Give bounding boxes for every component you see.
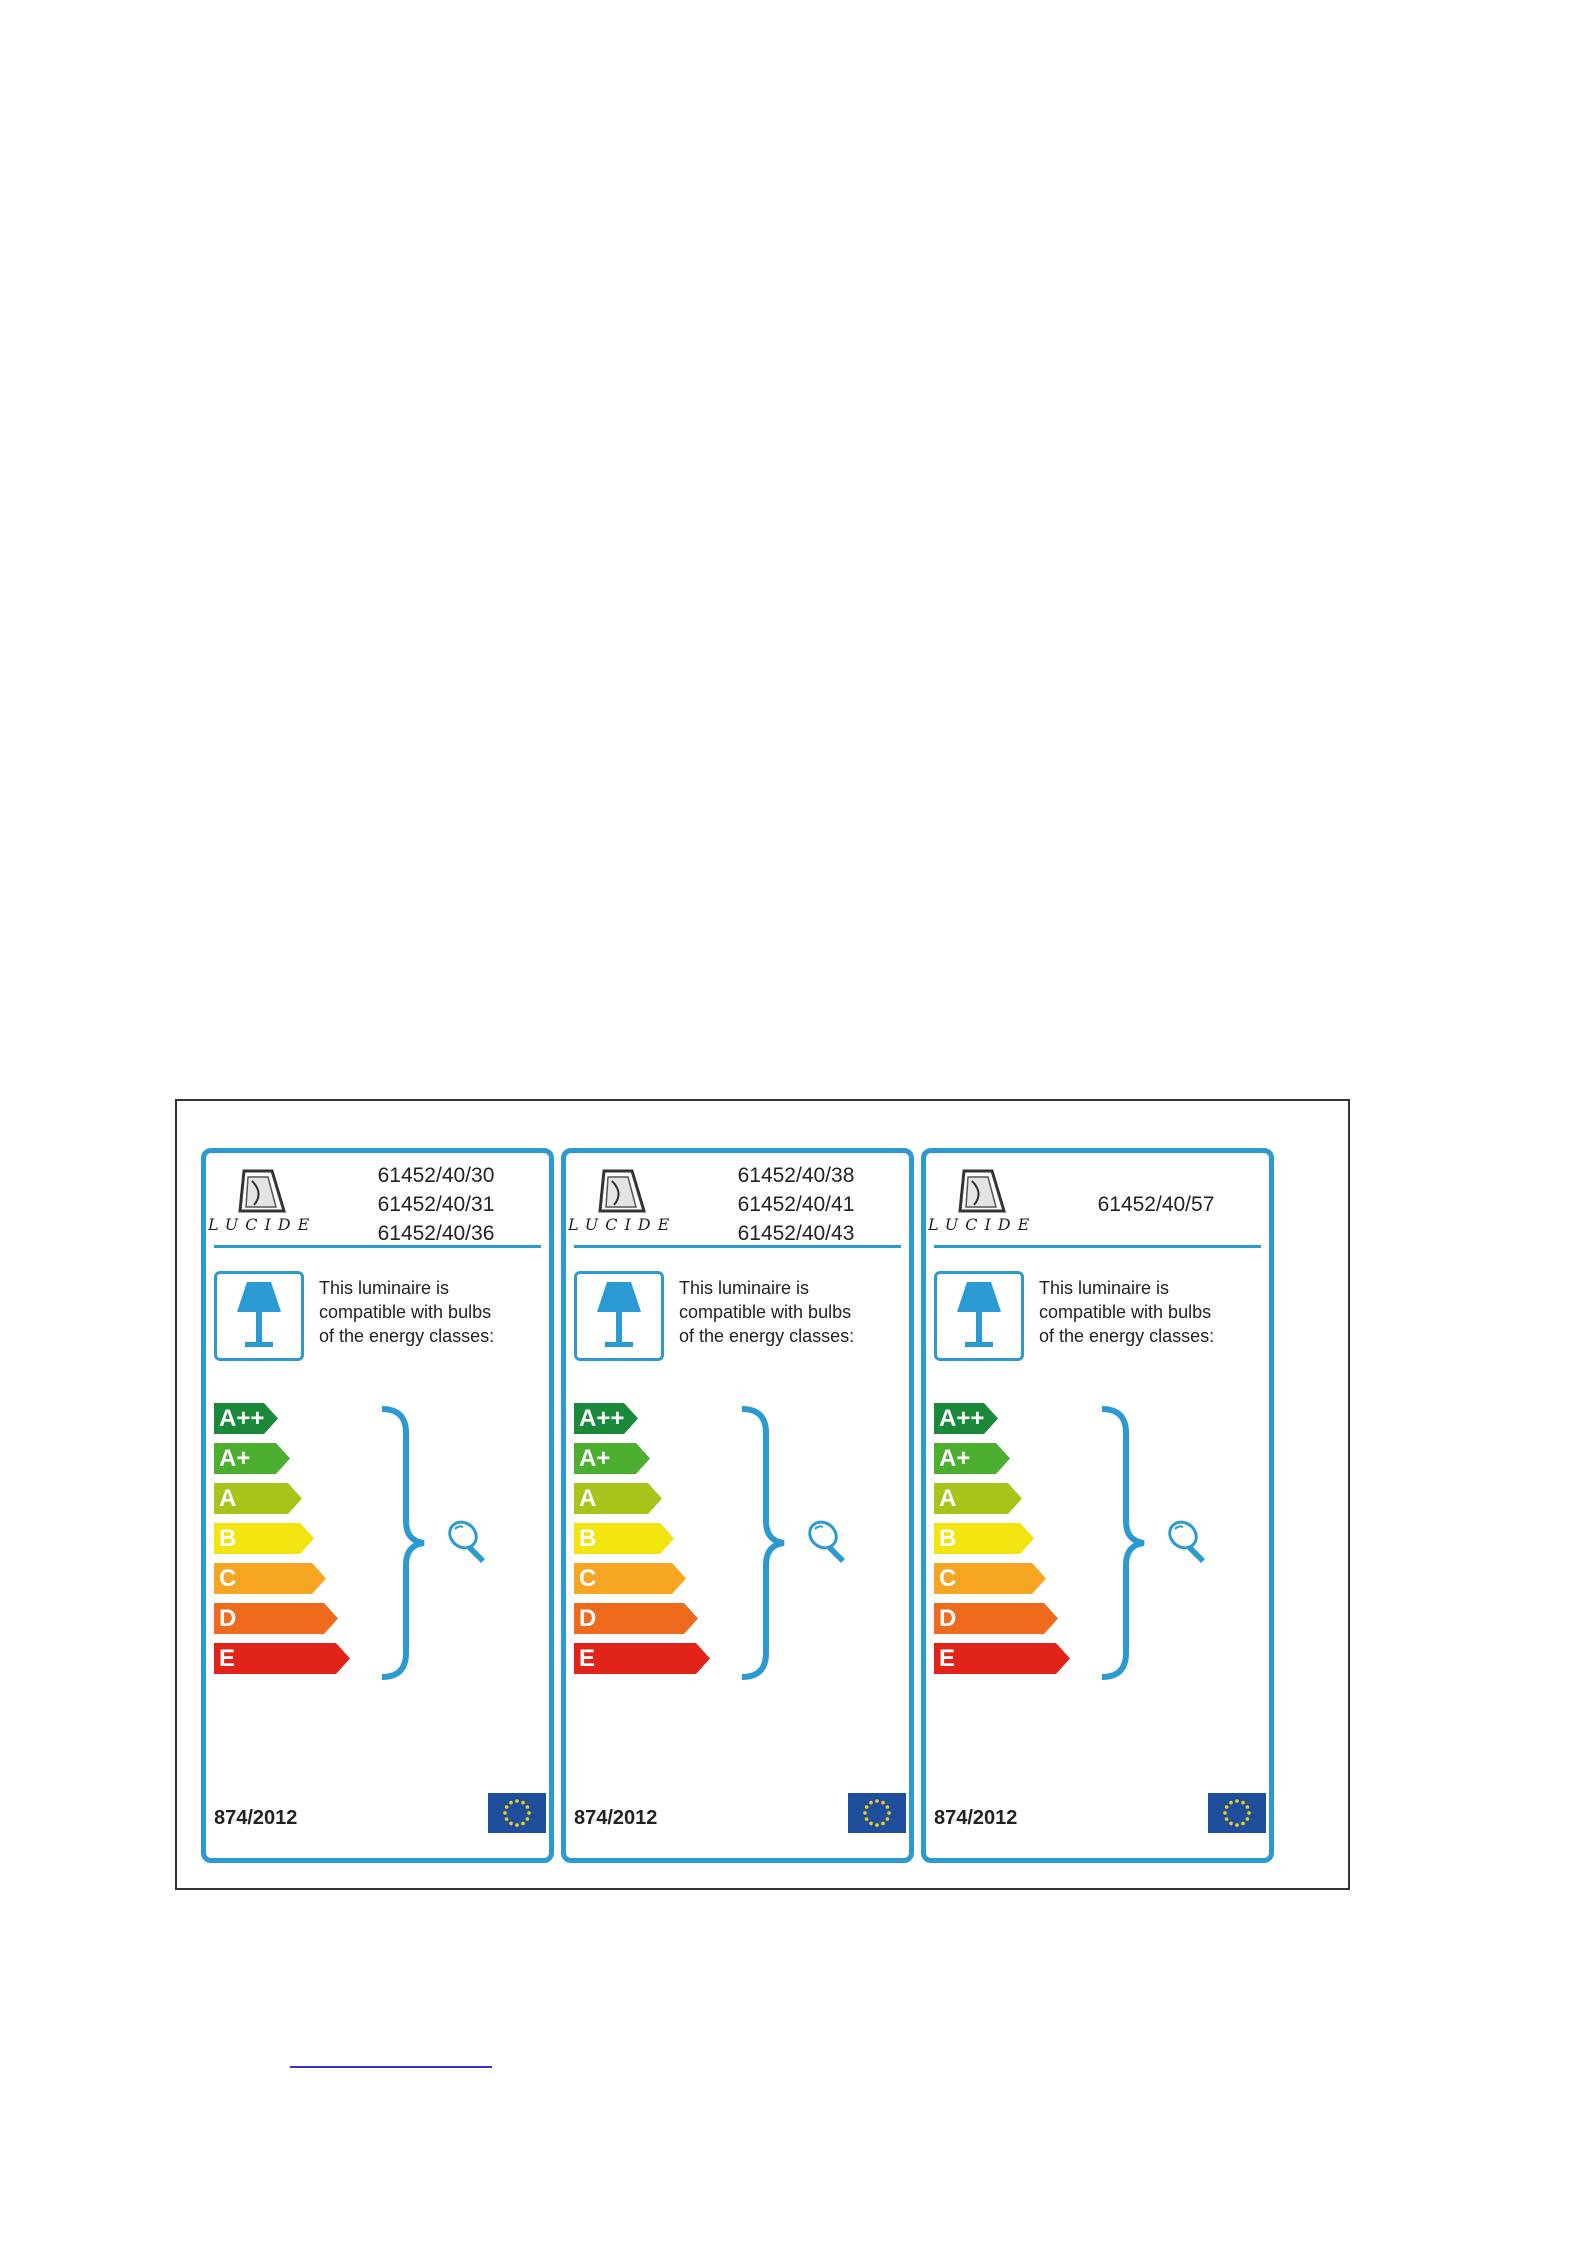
model-code: 61452/40/30 bbox=[377, 1163, 495, 1187]
model-code: 61452/40/43 bbox=[737, 1221, 855, 1245]
energy-class-label: A+ bbox=[219, 1445, 251, 1472]
lamp-icon bbox=[937, 1274, 1021, 1358]
energy-label-1 bbox=[201, 1148, 554, 1863]
energy-class-label: C bbox=[939, 1565, 957, 1592]
energy-label-2 bbox=[561, 1148, 914, 1863]
energy-class-label: D bbox=[219, 1605, 237, 1632]
energy-class-arrow bbox=[934, 1403, 998, 1434]
energy-class-arrow bbox=[934, 1483, 1022, 1514]
compatibility-text bbox=[319, 1276, 549, 1348]
energy-class-arrow bbox=[574, 1483, 662, 1514]
eu-flag-icon bbox=[848, 1793, 906, 1833]
brand-name: LUCIDE bbox=[568, 1215, 677, 1234]
model-code: 61452/40/38 bbox=[737, 1163, 855, 1187]
energy-class-arrow bbox=[934, 1443, 1010, 1474]
brace-icon bbox=[736, 1403, 796, 1683]
energy-class-arrow bbox=[214, 1523, 314, 1554]
energy-class-label: A+ bbox=[939, 1445, 971, 1472]
energy-class-arrow bbox=[934, 1643, 1070, 1674]
eu-flag-icon bbox=[1208, 1793, 1266, 1833]
energy-class-arrow bbox=[574, 1643, 710, 1674]
energy-class-label: A++ bbox=[579, 1405, 625, 1432]
energy-label-figure bbox=[175, 1099, 1350, 1890]
energy-class-label: D bbox=[939, 1605, 957, 1632]
model-codes bbox=[336, 1161, 536, 1247]
model-code: 61452/40/57 bbox=[1097, 1192, 1215, 1216]
lamp-box bbox=[934, 1271, 1024, 1361]
energy-class-arrow bbox=[574, 1403, 638, 1434]
eu-flag-icon bbox=[488, 1793, 546, 1833]
energy-class-scale bbox=[934, 1403, 1084, 1703]
energy-class-arrow bbox=[214, 1403, 278, 1434]
brand-name: LUCIDE bbox=[208, 1215, 317, 1234]
energy-class-label: A++ bbox=[939, 1405, 985, 1432]
energy-class-label: C bbox=[219, 1565, 237, 1592]
energy-class-label: E bbox=[939, 1645, 956, 1672]
compatibility-text bbox=[1039, 1276, 1269, 1348]
energy-class-label: A bbox=[219, 1485, 237, 1512]
regulation-number: 874/2012 bbox=[934, 1807, 1018, 1829]
energy-class-arrow bbox=[214, 1603, 338, 1634]
header-divider bbox=[934, 1245, 1261, 1248]
energy-class-label: E bbox=[579, 1645, 596, 1672]
compatibility-line: compatible with bulbs bbox=[1039, 1302, 1212, 1322]
energy-class-arrow bbox=[574, 1563, 686, 1594]
brand-name: LUCIDE bbox=[928, 1215, 1037, 1234]
brace-icon bbox=[376, 1403, 436, 1683]
hyperlink[interactable] bbox=[290, 2044, 492, 2068]
model-codes bbox=[696, 1161, 896, 1247]
energy-class-arrow bbox=[214, 1563, 326, 1594]
lamp-box bbox=[574, 1271, 664, 1361]
energy-class-arrow bbox=[934, 1523, 1034, 1554]
energy-class-arrow bbox=[574, 1603, 698, 1634]
energy-class-arrow bbox=[214, 1483, 302, 1514]
energy-class-arrow bbox=[574, 1443, 650, 1474]
energy-class-label: B bbox=[219, 1525, 237, 1552]
energy-class-arrow bbox=[934, 1563, 1046, 1594]
energy-label-3 bbox=[921, 1148, 1274, 1863]
energy-class-scale bbox=[214, 1403, 364, 1703]
energy-class-label: C bbox=[579, 1565, 597, 1592]
energy-class-label: A++ bbox=[219, 1405, 265, 1432]
energy-class-arrow bbox=[214, 1643, 350, 1674]
regulation-number: 874/2012 bbox=[214, 1807, 298, 1829]
compatibility-line: This luminaire is bbox=[1039, 1278, 1170, 1298]
energy-class-label: B bbox=[939, 1525, 957, 1552]
model-code: 61452/40/36 bbox=[377, 1221, 495, 1245]
energy-class-label: B bbox=[579, 1525, 597, 1552]
bulb-icon bbox=[441, 1513, 501, 1573]
model-code: 61452/40/31 bbox=[377, 1192, 495, 1216]
compatibility-line: of the energy classes: bbox=[319, 1326, 495, 1346]
energy-class-label: A bbox=[579, 1485, 597, 1512]
compatibility-line: of the energy classes: bbox=[679, 1326, 855, 1346]
energy-class-label: A+ bbox=[579, 1445, 611, 1472]
model-code: 61452/40/41 bbox=[737, 1192, 855, 1216]
lamp-box bbox=[214, 1271, 304, 1361]
header-divider bbox=[214, 1245, 541, 1248]
header-divider bbox=[574, 1245, 901, 1248]
compatibility-line: compatible with bulbs bbox=[319, 1302, 492, 1322]
bulb-icon bbox=[1161, 1513, 1221, 1573]
energy-class-label: A bbox=[939, 1485, 957, 1512]
lamp-icon bbox=[577, 1274, 661, 1358]
compatibility-line: This luminaire is bbox=[679, 1278, 810, 1298]
energy-class-arrow bbox=[574, 1523, 674, 1554]
compatibility-line: compatible with bulbs bbox=[679, 1302, 852, 1322]
model-codes bbox=[1056, 1161, 1256, 1247]
compatibility-text bbox=[679, 1276, 909, 1348]
energy-class-label: D bbox=[579, 1605, 597, 1632]
brace-icon bbox=[1096, 1403, 1156, 1683]
energy-class-label: E bbox=[219, 1645, 236, 1672]
energy-class-arrow bbox=[214, 1443, 290, 1474]
lamp-icon bbox=[217, 1274, 301, 1358]
energy-class-scale bbox=[574, 1403, 724, 1703]
energy-class-arrow bbox=[934, 1603, 1058, 1634]
bulb-icon bbox=[801, 1513, 861, 1573]
compatibility-line: of the energy classes: bbox=[1039, 1326, 1215, 1346]
regulation-number: 874/2012 bbox=[574, 1807, 658, 1829]
compatibility-line: This luminaire is bbox=[319, 1278, 450, 1298]
